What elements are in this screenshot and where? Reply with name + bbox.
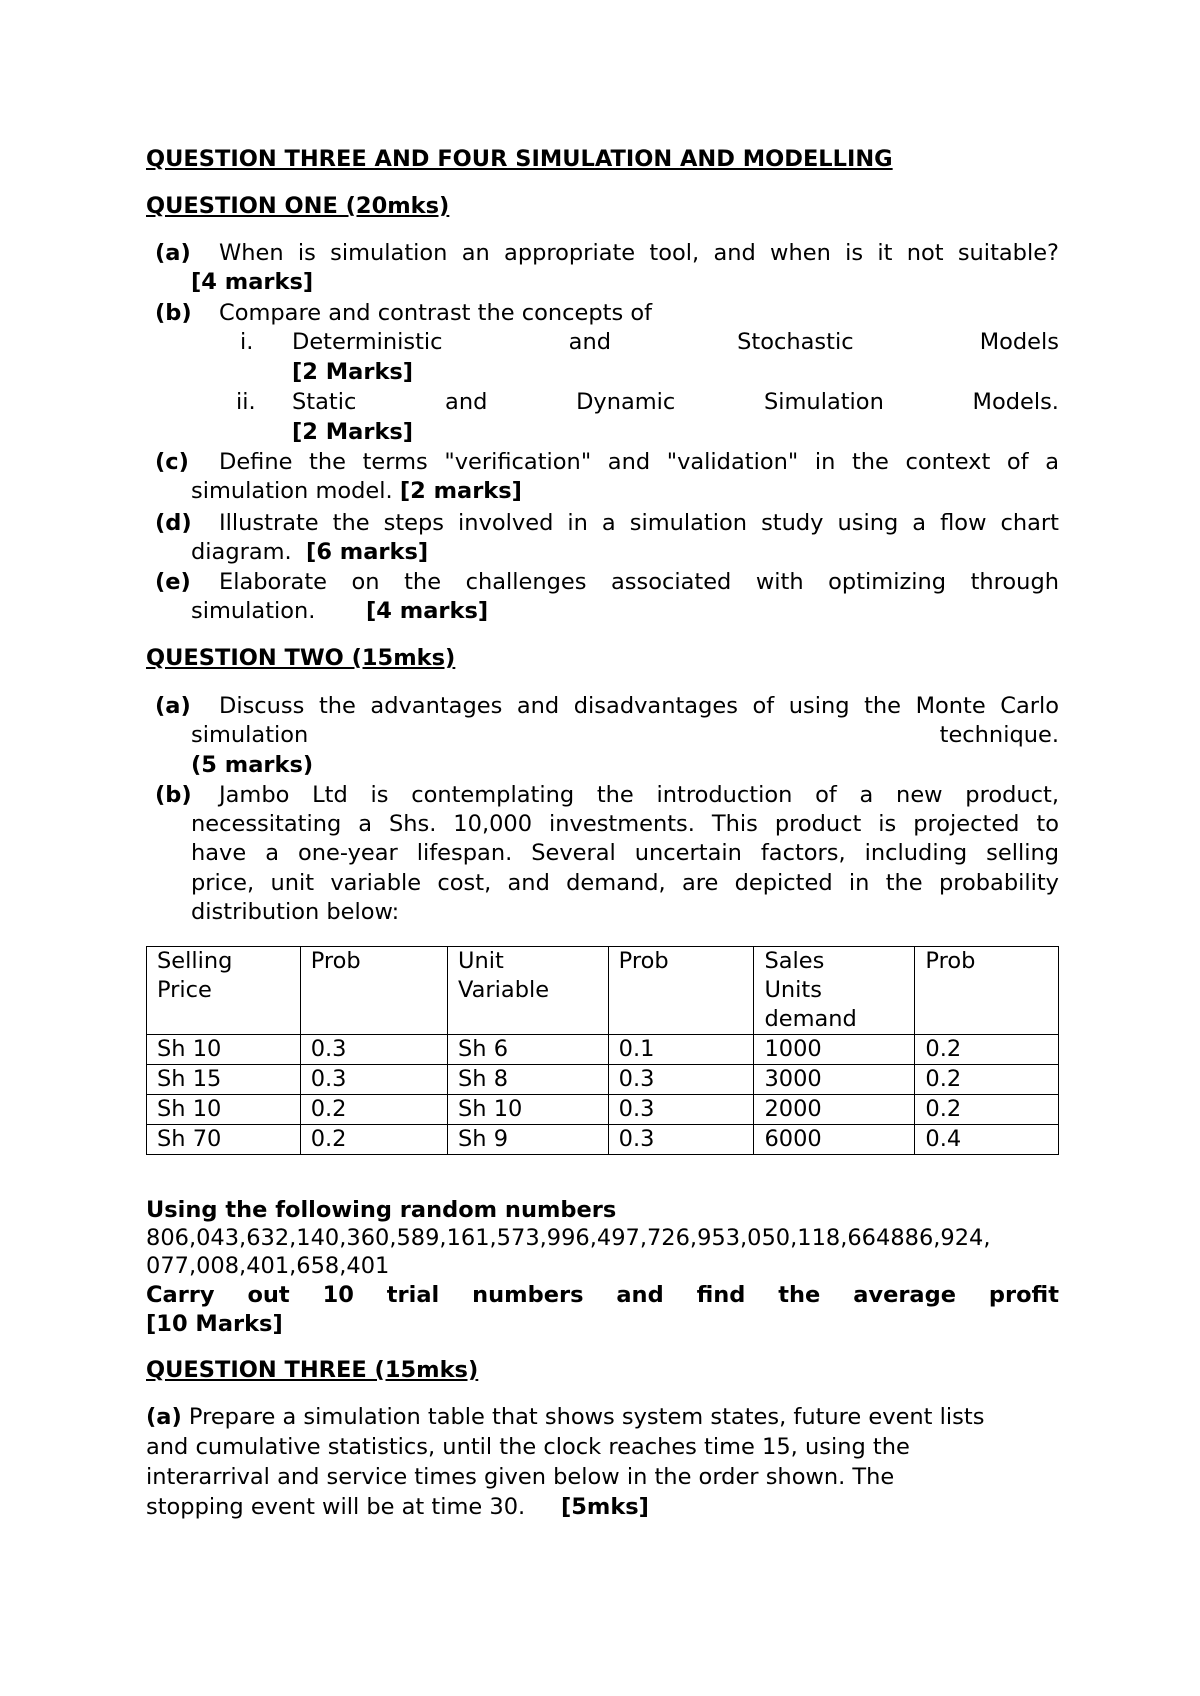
- table-cell: Sh 6: [448, 1035, 609, 1065]
- carry-out-word: and: [616, 1282, 664, 1308]
- table-header-text: Selling: [157, 948, 233, 974]
- q2b-label: (b): [155, 782, 192, 808]
- table-cell: 0.3: [608, 1065, 754, 1095]
- q2a-marks: (5 marks): [191, 752, 314, 778]
- table-row: [147, 1095, 1059, 1125]
- table-cell: 2000: [754, 1095, 915, 1125]
- table-cell: 0.2: [915, 1095, 1059, 1125]
- question-two-heading: QUESTION TWO (15mks): [146, 645, 456, 671]
- table-cell: 0.2: [915, 1035, 1059, 1065]
- q1b-i-word: Deterministic: [292, 329, 443, 355]
- q1b-i-word: Models: [979, 329, 1059, 355]
- table-header-cell: [448, 947, 609, 1035]
- table-cell: 0.3: [300, 1065, 447, 1095]
- table-header-text: Price: [157, 977, 212, 1003]
- q3a-line1: [146, 1403, 984, 1432]
- table-cell: 6000: [754, 1125, 915, 1155]
- table-cell: 0.4: [915, 1125, 1059, 1155]
- table-header-cell: [147, 947, 301, 1035]
- q1b-ii-word: and: [445, 389, 488, 415]
- table-cell: Sh 10: [448, 1095, 609, 1125]
- table-cell: 0.2: [915, 1065, 1059, 1095]
- q3a-line4-text: stopping event will be at time 30.: [146, 1494, 526, 1520]
- q1b-ii-word: Models.: [972, 389, 1059, 415]
- q1c-text-line2: [191, 477, 522, 506]
- table-cell: 3000: [754, 1065, 915, 1095]
- table-cell: 0.3: [608, 1125, 754, 1155]
- q2a-label: (a): [155, 693, 191, 719]
- table-cell: 0.2: [300, 1125, 447, 1155]
- q2a-text-line1: Discuss the advantages and disadvantages of using the Monte Carlo: [219, 693, 1059, 719]
- table-row: [147, 1125, 1059, 1155]
- table-cell: Sh 10: [147, 1035, 301, 1065]
- table-cell: 0.3: [300, 1035, 447, 1065]
- table-header-text: Prob: [925, 948, 976, 974]
- table-header-text: Sales: [764, 948, 825, 974]
- q2b-line1: Jambo Ltd is contemplating the introduction of a new product,: [219, 782, 1059, 808]
- table-row: [147, 1065, 1059, 1095]
- q1d-text-line1: Illustrate the steps involved in a simulation study using a flow chart: [219, 510, 1059, 536]
- q1b-i-marks: [2 Marks]: [292, 359, 414, 385]
- q2b-line3: have a one-year lifespan. Several uncertain factors, including selling: [191, 840, 1059, 866]
- carry-out-instruction: [146, 1281, 1059, 1310]
- q2b-line4: price, unit variable cost, and demand, are depicted in the probability: [191, 870, 1059, 896]
- random-numbers-line1: 806,043,632,140,360,589,161,573,996,497,726,953,050,118,664886,924,: [146, 1225, 991, 1251]
- q3a-line3: interarrival and service times given below in the order shown. The: [146, 1464, 895, 1490]
- carry-out-word: numbers: [472, 1282, 584, 1308]
- q1e-text-line1: Elaborate on the challenges associated with optimizing through: [219, 569, 1059, 595]
- table-cell: 0.2: [300, 1095, 447, 1125]
- table-cell: Sh 15: [147, 1065, 301, 1095]
- question-one-heading: QUESTION ONE (20mks): [146, 193, 450, 219]
- carry-out-word: the: [778, 1282, 821, 1308]
- q1b-ii-word: Static: [292, 389, 357, 415]
- q1b-label: (b): [155, 300, 192, 326]
- q1e-label: (e): [155, 569, 191, 595]
- q1b-ii-word: Dynamic: [576, 389, 676, 415]
- q1d-label: (d): [155, 510, 192, 536]
- q3a-line4: [146, 1493, 649, 1522]
- table-header-text: Unit: [458, 948, 504, 974]
- q1b-ii-word: Simulation: [763, 389, 884, 415]
- q1a-marks: [4 marks]: [191, 269, 314, 295]
- probability-distribution-table: [146, 946, 1059, 1155]
- q1b-i-line: [292, 328, 1059, 357]
- carry-out-word: 10: [322, 1282, 354, 1308]
- q2a-word: simulation: [191, 722, 309, 748]
- q3a-line2: and cumulative statistics, until the clock reaches time 15, using the: [146, 1434, 910, 1460]
- table-cell: 0.1: [608, 1035, 754, 1065]
- table-header-text: Units: [764, 977, 822, 1003]
- q1b-i-word: Stochastic: [737, 329, 854, 355]
- table-header-cell: [915, 947, 1059, 1035]
- question-three-heading: QUESTION THREE (15mks): [146, 1357, 479, 1383]
- carry-out-word: profit: [988, 1282, 1059, 1308]
- q1c-text-line1: Define the terms "verification" and "validation" in the context of a: [219, 449, 1059, 475]
- q1d-text-line2-content: diagram.: [191, 539, 292, 565]
- q3a-marks: [5mks]: [560, 1494, 649, 1520]
- q1d-marks: [6 marks]: [306, 539, 429, 565]
- q1b-ii-number: ii.: [236, 389, 256, 415]
- q1a-text: When is simulation an appropriate tool, and when is it not suitable?: [219, 240, 1059, 266]
- carry-out-word: Carry: [146, 1282, 215, 1308]
- table-header-cell: [754, 947, 915, 1035]
- carry-out-word: find: [696, 1282, 746, 1308]
- q1e-text-line2: simulation.: [191, 598, 316, 624]
- table-cell: Sh 9: [448, 1125, 609, 1155]
- table-cell: 0.3: [608, 1095, 754, 1125]
- q2a-word: technique.: [939, 722, 1059, 748]
- table-cell: Sh 8: [448, 1065, 609, 1095]
- table-header-cell: [608, 947, 754, 1035]
- q1c-marks: [2 marks]: [399, 478, 522, 504]
- carry-out-word: average: [853, 1282, 956, 1308]
- q3a-line1-text: Prepare a simulation table that shows system states, future event lists: [181, 1404, 985, 1430]
- random-numbers-heading: Using the following random numbers: [146, 1197, 617, 1223]
- q3a-label: (a): [146, 1404, 182, 1430]
- carry-out-word: trial: [386, 1282, 440, 1308]
- q1b-ii-line: [292, 388, 1059, 417]
- q1b-i-number: i.: [240, 329, 254, 355]
- q1d-text-line2: [191, 538, 428, 567]
- q1c-text-line2-content: simulation model.: [191, 478, 393, 504]
- table-header-text: Prob: [310, 948, 361, 974]
- q2a-text-line2: [191, 721, 1059, 750]
- document-title: QUESTION THREE AND FOUR SIMULATION AND MODELLING: [146, 146, 893, 172]
- q1b-i-word: and: [568, 329, 611, 355]
- table-row: [147, 1035, 1059, 1065]
- table-header-text: Prob: [618, 948, 669, 974]
- q1b-ii-marks: [2 Marks]: [292, 419, 414, 445]
- q2b-line2: necessitating a Shs. 10,000 investments. This product is projected to: [191, 811, 1059, 837]
- q2b-line5: distribution below:: [191, 899, 400, 925]
- table-header-row: [147, 947, 1059, 1035]
- q1b-text: Compare and contrast the concepts of: [219, 300, 653, 326]
- table-cell: Sh 70: [147, 1125, 301, 1155]
- table-header-text: Variable: [458, 977, 550, 1003]
- carry-out-marks: [10 Marks]: [146, 1311, 283, 1337]
- table-header-cell: [300, 947, 447, 1035]
- q1a-label: (a): [155, 240, 191, 266]
- carry-out-word: out: [247, 1282, 290, 1308]
- random-numbers-line2: 077,008,401,658,401: [146, 1253, 390, 1279]
- q1e-marks: [4 marks]: [366, 598, 489, 624]
- table-header-text: demand: [764, 1006, 857, 1032]
- table-cell: Sh 10: [147, 1095, 301, 1125]
- table-cell: 1000: [754, 1035, 915, 1065]
- q1c-label: (c): [155, 449, 189, 475]
